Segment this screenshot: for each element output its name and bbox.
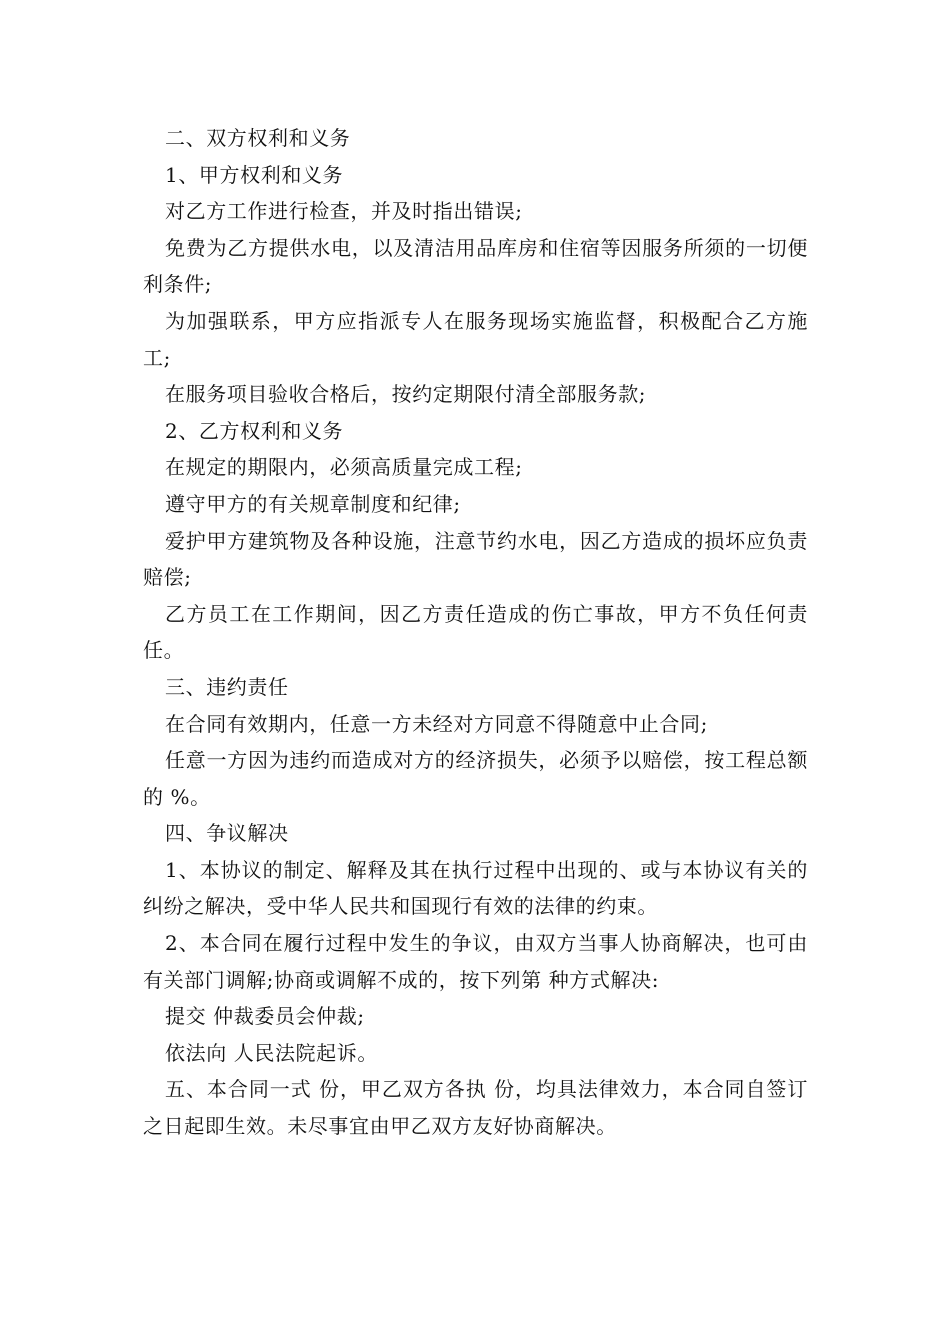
clause-text: 2、本合同在履行过程中发生的争议，由双方当事人协商解决，也可由有关部门调解;协商或调解不成的，按下列第 种方式解决: bbox=[143, 931, 808, 992]
clause-text: 1、本协议的制定、解释及其在执行过程中出现的、或与本协议有关的纠纷之解决，受中华人民共和国现行有效的法律的约束。 bbox=[143, 857, 808, 919]
document-body bbox=[143, 120, 808, 1145]
subheading-party-a: 1、甲方权利和义务 bbox=[165, 162, 344, 187]
section-heading-dispute: 四、争议解决 bbox=[165, 821, 289, 846]
clause-text: 乙方员工在工作期间，因乙方责任造成的伤亡事故，甲方不负任何责任。 bbox=[143, 601, 808, 663]
clause-text: 为加强联系，甲方应指派专人在服务现场实施监督，积极配合乙方施工; bbox=[143, 308, 808, 370]
clause-text: 在合同有效期内，任意一方未经对方同意不得随意中止合同; bbox=[165, 711, 708, 736]
clause-text: 任意一方因为违约而造成对方的经济损失，必须予以赔偿，按工程总额的 %。 bbox=[143, 748, 808, 809]
subheading-party-b: 2、乙方权利和义务 bbox=[165, 418, 344, 443]
section-heading-copies: 五、本合同一式 份，甲乙双方各执 份，均具法律效力，本合同自签订之日起即生效。未尽事宜由甲乙双方友好协商解决。 bbox=[143, 1077, 808, 1139]
clause-text: 在服务项目验收合格后，按约定期限付清全部服务款; bbox=[165, 382, 647, 407]
clause-text: 对乙方工作进行检查，并及时指出错误; bbox=[165, 199, 523, 224]
clause-text: 在规定的期限内，必须高质量完成工程; bbox=[165, 455, 523, 480]
section-heading-rights: 二、双方权利和义务 bbox=[165, 126, 351, 150]
clause-text: 免费为乙方提供水电，以及清洁用品库房和住宿等因服务所须的一切便利条件; bbox=[143, 235, 808, 297]
clause-text: 爱护甲方建筑物及各种设施，注意节约水电，因乙方造成的损坏应负责赔偿; bbox=[143, 528, 808, 590]
clause-text: 提交 仲裁委员会仲裁; bbox=[165, 1004, 365, 1029]
section-heading-breach: 三、违约责任 bbox=[165, 674, 289, 699]
clause-text: 遵守甲方的有关规章制度和纪律; bbox=[165, 491, 461, 516]
clause-text: 依法向 人民法院起诉。 bbox=[165, 1040, 378, 1065]
